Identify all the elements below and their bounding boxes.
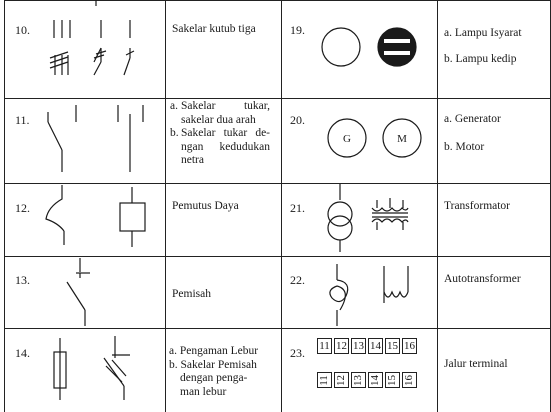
row-number: 23. bbox=[290, 346, 305, 360]
row-number: 12. bbox=[15, 201, 30, 215]
symbol-description: Jalur terminal bbox=[444, 358, 508, 370]
changeover-switch-description bbox=[170, 100, 270, 168]
row-number: 13. bbox=[15, 273, 30, 287]
symbol-description: Sakelar kutub tiga bbox=[172, 23, 256, 35]
fuse-description bbox=[169, 345, 258, 399]
column-divider bbox=[437, 0, 438, 412]
list-marker: a. bbox=[170, 100, 178, 112]
symbol-description: Transformator bbox=[444, 200, 511, 212]
terminal-cell bbox=[402, 372, 417, 388]
terminal-cell bbox=[334, 372, 349, 388]
row-number: 22. bbox=[290, 273, 305, 287]
column-divider bbox=[4, 0, 5, 412]
row-number: 14. bbox=[15, 346, 30, 360]
signal-lamp-symbols bbox=[320, 25, 420, 70]
terminal-cell bbox=[351, 372, 366, 388]
terminal-cell-label: 12 bbox=[335, 375, 347, 386]
terminal-cell bbox=[385, 372, 400, 388]
changeover-switch-symbol bbox=[40, 100, 155, 180]
list-item: b. Sakelar Pemisah bbox=[169, 358, 257, 371]
list-item: a. Pengaman Lebur bbox=[169, 345, 259, 357]
generator-motor-symbols bbox=[326, 117, 426, 159]
symbol-description: Pemutus Daya bbox=[172, 200, 239, 212]
fuse-symbol bbox=[40, 330, 155, 410]
terminal-cell bbox=[317, 372, 332, 388]
row-number: 21. bbox=[290, 201, 305, 215]
list-text: Sakelar tukar, sakelar dua arah bbox=[181, 100, 270, 126]
list-item: man lebur bbox=[180, 385, 227, 398]
list-item: dengan penga- bbox=[180, 372, 248, 384]
row-divider bbox=[4, 256, 551, 257]
three-pole-switch-symbol bbox=[46, 0, 156, 95]
symbol-description: Autotransformer bbox=[444, 273, 521, 285]
row-number: 10. bbox=[15, 23, 30, 37]
circuit-breaker-symbol bbox=[40, 185, 155, 255]
list-marker: b. bbox=[170, 127, 179, 139]
autotransformer-symbol bbox=[322, 258, 422, 328]
terminal-cell: 16 bbox=[404, 340, 415, 352]
lamp-blink-label: b. Lampu kedip bbox=[444, 53, 517, 65]
list-text: Sakelar tukar de- ngan kedudukan netra bbox=[181, 127, 270, 166]
symbol-description: Pemisah bbox=[172, 288, 211, 300]
terminal-cell: 13 bbox=[353, 340, 364, 352]
terminal-cell bbox=[368, 372, 383, 388]
motor-label: b. Motor bbox=[444, 141, 485, 153]
row-number: 20. bbox=[290, 113, 305, 127]
column-divider bbox=[281, 0, 282, 412]
terminal-cell: 12 bbox=[336, 340, 347, 352]
lamp-signal-label: a. Lampu Isyarat bbox=[444, 27, 522, 39]
terminal-cell: 11 bbox=[317, 338, 332, 354]
terminal-cell: 15 bbox=[387, 340, 398, 352]
terminal-cell-label: 16 bbox=[403, 375, 415, 386]
row-divider bbox=[4, 98, 551, 99]
terminal-cell-label: 14 bbox=[369, 375, 381, 386]
row-divider bbox=[4, 328, 551, 329]
terminal-cell-label: 15 bbox=[386, 375, 398, 386]
terminal-cell-label: 13 bbox=[352, 375, 364, 386]
terminal-cell: 14 bbox=[370, 340, 381, 352]
row-number: 19. bbox=[290, 23, 305, 37]
isolator-symbol bbox=[55, 258, 135, 328]
generator-label: a. Generator bbox=[444, 113, 501, 125]
terminal-cell-label: 11 bbox=[318, 375, 330, 386]
generator-symbol-label: G bbox=[343, 133, 351, 145]
transformer-symbol bbox=[322, 184, 422, 254]
motor-symbol-label: M bbox=[397, 133, 407, 145]
row-number: 11. bbox=[15, 113, 30, 127]
row-divider bbox=[4, 183, 551, 184]
column-divider bbox=[165, 0, 166, 412]
